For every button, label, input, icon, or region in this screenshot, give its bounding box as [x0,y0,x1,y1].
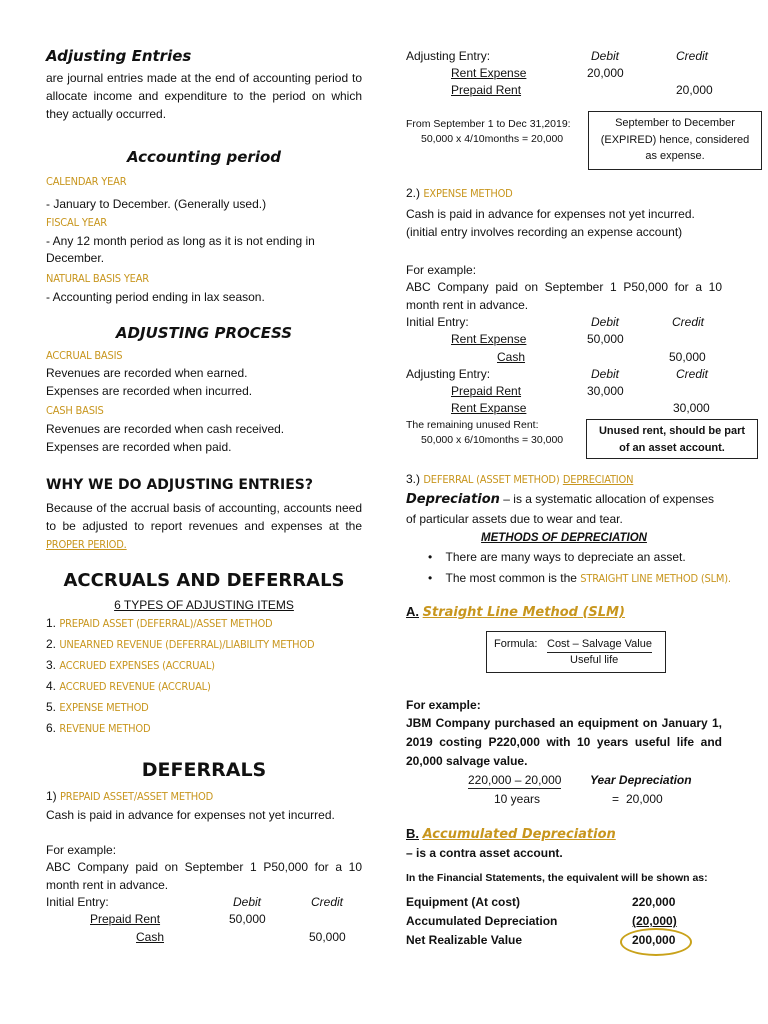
cash-credit: 50,000 [669,350,706,364]
from-line-1: From September 1 to Dec 31,2019: [406,118,571,130]
net-realizable-value-label: Net Realizable Value [406,933,523,947]
deferrals-title: DEFERRALS [141,759,267,781]
natural-year-text: - Accounting period ending in lax season. [46,290,265,304]
accrual-line-1: Revenues are recorded when earned. [46,366,248,380]
from-line-2: 50,000 x 4/10months = 20,000 [421,133,564,145]
bullet-item: • There are many ways to depreciate an asset. [428,550,686,564]
type-item: 2. UNEARNED REVENUE (DEFERRAL)/LIABILITY METHOD [46,637,315,651]
fiscal-year-text: - Any 12 month period as long as it is not ending in December. [46,234,315,265]
example-text: ABC Company paid on September 1 P50,000 for a 10 month rent in advance. [46,860,362,892]
depreciation-definition-2: of particular assets due to wear and tear. [406,512,623,526]
accruals-deferrals-title: ACCRUALS AND DEFERRALS [63,570,345,591]
box1-line: (EXPIRED) hence, considered [600,133,750,146]
cash-basis-label: CASH BASIS [46,404,104,417]
box1-line: as expense. [645,150,705,162]
remaining-line-1: The remaining unused Rent: [406,419,539,431]
calendar-year-label: CALENDAR YEAR [46,175,127,188]
expense-method-text-1: Cash is paid in advance for expenses not yet incurred. [406,207,695,221]
cash-account: Cash [497,350,526,364]
credit-header: Credit [676,367,709,381]
accrual-basis-label: ACCRUAL BASIS [46,349,123,362]
box2-line: of an asset account. [619,441,725,454]
calc-numerator: 220,000 – 20,000 [468,773,562,787]
debit-header: Debit [591,49,620,63]
debit-header: Debit [591,367,620,381]
example-text: ABC Company paid on September 1 P50,000 for a 10 month rent in advance. [406,280,722,312]
formula-denominator: Useful life [570,654,619,666]
equipment-value: 220,000 [632,895,676,909]
initial-entry-label: Initial Entry: [46,895,109,909]
calendar-year-text: - January to December. (Generally used.) [46,197,267,211]
prepaid-asset-text: Cash is paid in advance for expenses not yet incurred. [46,808,335,822]
proper-period: PROPER PERIOD. [46,538,127,551]
prepaid-rent-account: Prepaid Rent [451,384,522,398]
box1-line: September to December [615,117,735,129]
methods-title: METHODS OF DEPRECIATION [481,532,647,544]
year-depreciation-value: 20,000 [626,792,663,806]
unused-rent-note-box [586,419,758,459]
type-item: 6. REVENUE METHOD [46,721,151,735]
example2-text: JBM Company purchased an equipment on January 1, 2019 costing P220,000 with 10 years useful life and 20,000 salvage value. [406,716,722,769]
type-item: 5. EXPENSE METHOD [46,700,149,714]
rent-expense-debit: 50,000 [587,332,624,346]
expense-method-heading: 2.) EXPENSE METHOD [406,186,513,200]
accumulated-depreciation-label: Accumulated Depreciation [406,914,558,928]
rent-expanse-credit: 30,000 [673,401,710,415]
contra-asset-text: – is a contra asset account. [406,846,563,860]
example-label: For example: [406,263,477,277]
slm-heading: A. Straight Line Method (SLM) [406,604,625,620]
adjusting-entry-label: Adjusting Entry: [406,367,491,381]
net-realizable-value: 200,000 [632,933,676,947]
fiscal-year-label: FISCAL YEAR [46,216,107,229]
formula-label: Formula: [494,638,538,650]
formula-box [486,631,666,673]
rent-expense-account: Rent Expense [451,66,527,80]
prepaid-rent-credit: 20,000 [676,83,713,97]
why-text [46,499,362,554]
equals-sign: = [612,792,620,806]
cash-account: Cash [136,930,165,944]
adjusting-process-title: ADJUSTING PROCESS [115,324,293,342]
year-depreciation-label: Year Depreciation [590,773,692,787]
initial-entry-label: Initial Entry: [406,315,469,329]
credit-header: Credit [311,895,344,909]
debit-header: Debit [591,315,620,329]
box2-line: Unused rent, should be part [598,425,746,437]
adjusting-entries-definition: are journal entries made at the end of accounting period to allocate income and expenditure to the period on which they actually occurred. [46,71,362,121]
depreciation-definition-1: Depreciation – is a systematic allocation of expenses [406,492,715,507]
equipment-label: Equipment (At cost) [406,895,520,909]
remaining-line-2: 50,000 x 6/10months = 30,000 [421,434,564,446]
nrv-highlight-ellipse [620,928,692,956]
rent-expanse-account: Rent Expanse [451,401,527,415]
calc-denominator: 10 years [494,792,541,806]
cash-line-1: Revenues are recorded when cash received. [46,422,285,436]
financial-statements-text: In the Financial Statements, the equivalent will be shown as: [406,872,708,884]
deferral-depreciation-heading: 3.) DEFERRAL (ASSET METHOD) DEPRECIATION [406,472,634,486]
prepaid-rent-debit: 50,000 [229,912,266,926]
natural-year-label: NATURAL BASIS YEAR [46,272,149,285]
accounting-period-title: Accounting period [126,148,282,166]
debit-header: Debit [233,895,262,909]
adjusting-entry-label: Adjusting Entry: [406,49,491,63]
expense-method-text-2: (initial entry involves recording an expense account) [406,225,683,239]
accumulated-depreciation-heading: B. Accumulated Depreciation [406,826,616,842]
prepaid-rent-debit: 30,000 [587,384,624,398]
example-label: For example: [46,843,117,857]
rent-expense-debit: 20,000 [587,66,624,80]
cash-credit: 50,000 [309,930,346,944]
type-item: 1. PREPAID ASSET (DEFERRAL)/ASSET METHOD [46,616,273,630]
formula-numerator: Cost – Salvage Value [547,638,652,653]
credit-header: Credit [672,315,705,329]
prepaid-asset-heading: 1) PREPAID ASSET/ASSET METHOD [46,789,214,803]
bullet-item: • The most common is the STRAIGHT LINE METHOD (SLM). [428,571,731,585]
accumulated-depreciation-value: (20,000) [632,914,677,928]
rent-expense-account: Rent Expense [451,332,527,346]
type-item: 4. ACCRUED REVENUE (ACCRUAL) [46,679,211,693]
accrual-line-2: Expenses are recorded when incurred. [46,384,253,398]
why-title: WHY WE DO ADJUSTING ENTRIES? [46,477,313,493]
prepaid-rent-account: Prepaid Rent [451,83,522,97]
credit-header: Credit [676,49,709,63]
why-text-body: Because of the accrual basis of accounting, accounts need to be adjusted to report revenues and expenses at the [46,501,362,533]
cash-line-2: Expenses are recorded when paid. [46,440,232,454]
types-title: 6 TYPES OF ADJUSTING ITEMS [114,598,294,612]
type-item: 3. ACCRUED EXPENSES (ACCRUAL) [46,658,215,672]
prepaid-rent-account: Prepaid Rent [90,912,161,926]
expired-note-box [588,111,762,170]
adjusting-entries-title: Adjusting Entries [46,47,192,65]
example-label: For example: [406,698,481,712]
